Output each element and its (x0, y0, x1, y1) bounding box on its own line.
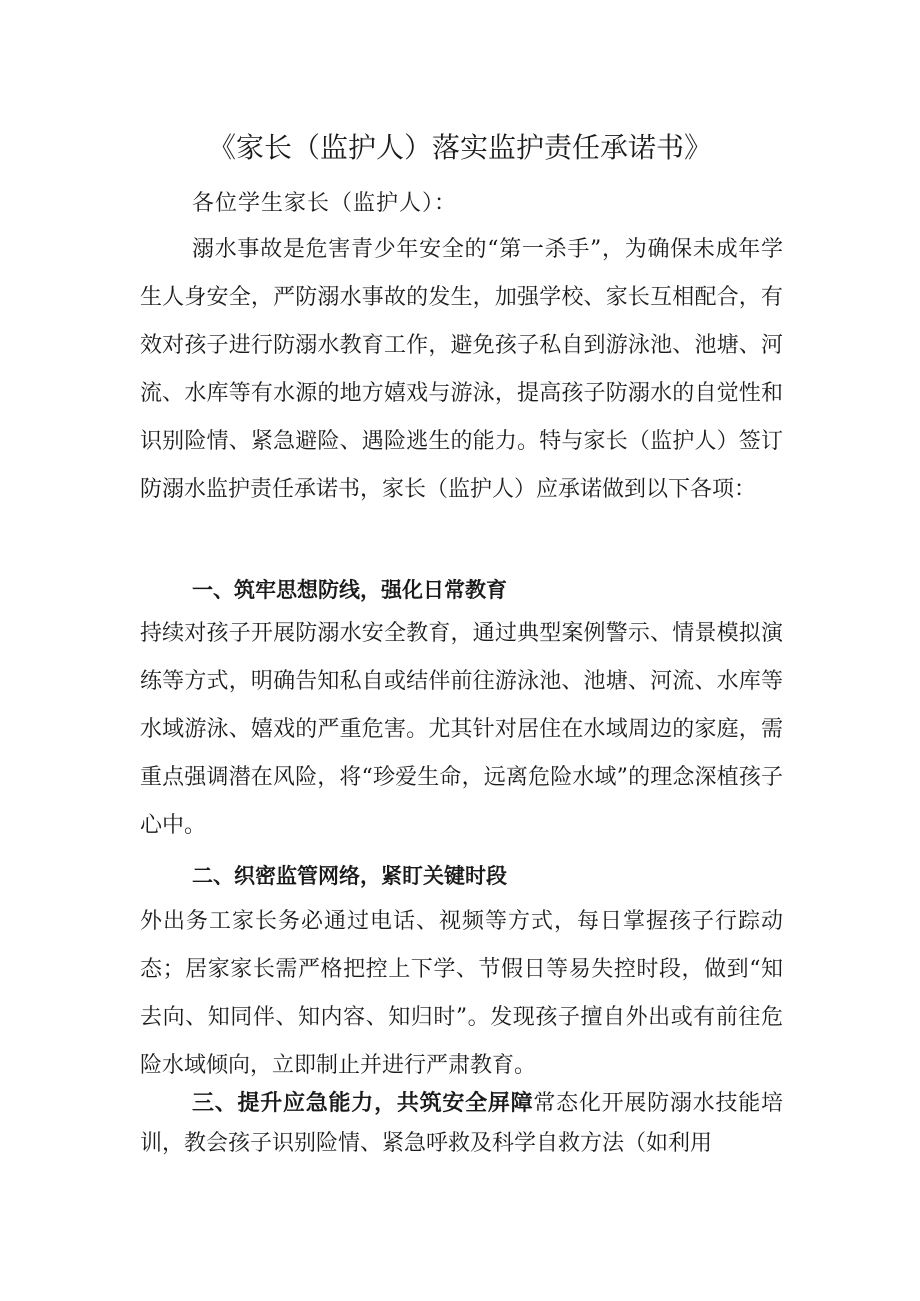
section-3-body: 常态化开展防溺水技能培训，教会孩子识别险情、紧急呼救及科学自救方法（如利用 (140, 1091, 783, 1156)
salutation: 各位学生家长（监护人）： (192, 191, 458, 216)
section-2-heading: 二、织密监管网络，紧盯关键时段 (192, 864, 507, 888)
section-1-heading: 一、筑牢思想防线，强化日常教育 (192, 578, 507, 602)
intro-paragraph: 溺水事故是危害青少年安全的“第一杀手”，为确保未成年学生人身安全，严防溺水事故的发生，加强学校、家长互相配合，有效对孩子进行防溺水教育工作，避免孩子私自到游泳池、池塘、河流、水库等有水源的地方嬉戏与游泳，提高孩子防溺水的自觉性和识别险情、紧急避险、遇险逃生的能力。特与家长（监护人）签订防溺水监护责任承诺书，家长（监护人）应承诺做到以下各项： (140, 237, 783, 502)
section-1-body: 持续对孩子开展防溺水安全教育，通过典型案例警示、情景模拟演练等方式，明确告知私自或结伴前往游泳池、池塘、河流、水库等水域游泳、嬉戏的严重危害。尤其针对居住在水域周边的家庭，需重点强调潜在风险，将“珍爱生命，远离危险水域”的理念深植孩子心中。 (140, 621, 783, 838)
section-3-heading: 三、提升应急能力，共筑安全屏障 (192, 1091, 534, 1116)
section-2-body: 外出务工家长务必通过电话、视频等方式，每日掌握孩子行踪动态；居家家长需严格把控上下学、节假日等易失控时段，做到“知去向、知同伴、知内容、知归时”。发现孩子擅自外出或有前往危险水域倾向，立即制止并进行严肃教育。 (140, 909, 783, 1078)
section-3-paragraph (140, 1084, 783, 1164)
document-title: 《家长（监护人）落实监护责任承诺书》 (207, 131, 712, 164)
